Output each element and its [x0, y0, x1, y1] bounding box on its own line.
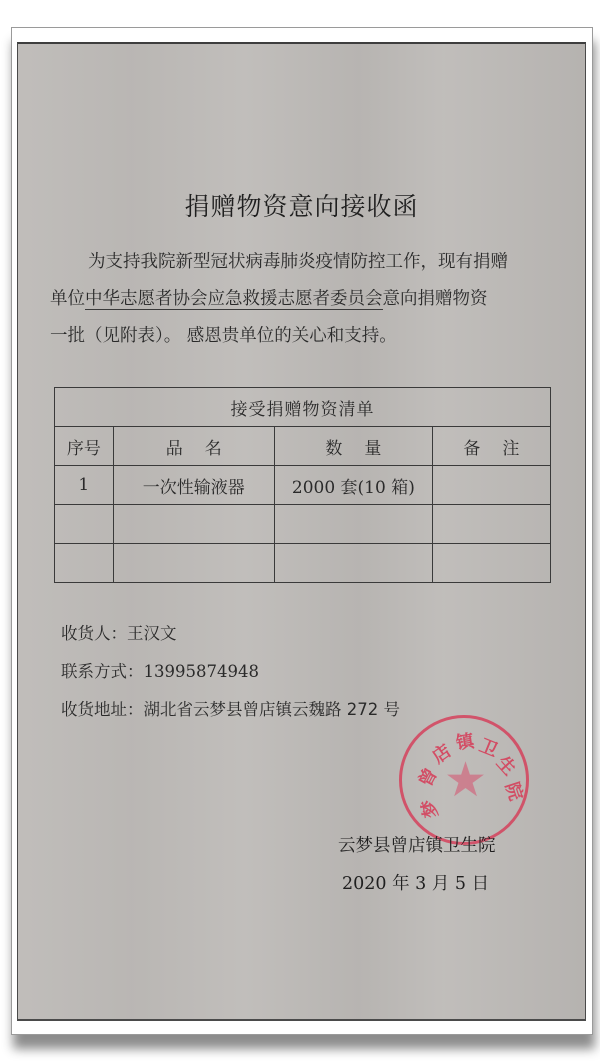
header-serial: 序号 — [55, 427, 114, 466]
phone-value: 13995874948 — [143, 662, 259, 681]
donation-table — [54, 387, 551, 583]
donor-name: 中华志愿者协会应急救援志愿者委员会 — [85, 289, 383, 309]
cell-remarks — [432, 544, 550, 583]
cell-item-name: 一次性输液器 — [113, 466, 274, 505]
cell-item-name — [113, 505, 274, 544]
cell-serial — [55, 544, 114, 583]
paragraph-line-1: 为支持我院新型冠状病毒肺炎疫情防控工作，现有捐赠 — [88, 252, 508, 272]
document-title: 捐赠物资意向接收函 — [184, 192, 419, 221]
address-label: 收货地址： — [61, 700, 144, 719]
body-paragraph — [50, 244, 570, 355]
seal-char: 镇 — [454, 730, 476, 755]
seal-char: 院 — [500, 779, 527, 804]
header-item-name: 品名 — [113, 427, 274, 466]
contact-info — [61, 615, 400, 729]
seal-char: 生 — [492, 752, 520, 780]
cell-item-name — [113, 544, 274, 583]
table-caption: 接受捐赠物资清单 — [55, 388, 551, 427]
cell-serial — [55, 505, 114, 544]
cell-serial: 1 — [55, 466, 114, 505]
line2-prefix: 单位 — [50, 289, 85, 309]
receiver-label: 收货人： — [61, 624, 127, 643]
line2-suffix: 意向捐赠物资 — [382, 289, 488, 309]
phone-label: 联系方式： — [61, 662, 144, 681]
receiver-value: 王汉文 — [127, 624, 177, 643]
official-seal — [399, 715, 529, 845]
table-row — [55, 466, 551, 505]
seal-char: 曾 — [414, 764, 442, 791]
signing-organization: 云梦县曾店镇卫生院 — [338, 836, 496, 856]
signature-block — [338, 827, 496, 903]
seal-char: 梦 — [418, 798, 443, 820]
seal-char: 卫 — [476, 735, 501, 762]
table-row — [55, 505, 551, 544]
table-header-row — [55, 427, 551, 466]
signing-date: 2020 年 3 月 5 日 — [342, 874, 490, 894]
seal-char: 店 — [428, 740, 456, 768]
header-remarks: 备注 — [432, 427, 550, 466]
paragraph-line-2 — [50, 281, 570, 318]
paragraph-line-3: 一批（见附表）。 感恩贵单位的关心和支持。 — [50, 326, 397, 346]
header-quantity: 数量 — [274, 427, 432, 466]
phone-row — [61, 653, 400, 691]
table-caption-row — [55, 388, 551, 427]
star-icon: ★ — [444, 752, 488, 808]
cell-quantity — [274, 544, 432, 583]
document-photo — [17, 42, 586, 1021]
cell-quantity — [274, 505, 432, 544]
receiver-row — [61, 615, 400, 653]
cell-remarks — [432, 505, 550, 544]
address-row — [61, 691, 400, 729]
cell-quantity: 2000 套(10 箱) — [274, 466, 432, 505]
table-row — [55, 544, 551, 583]
address-value: 湖北省云梦县曾店镇云魏路 272 号 — [143, 700, 400, 719]
cell-remarks — [432, 466, 550, 505]
